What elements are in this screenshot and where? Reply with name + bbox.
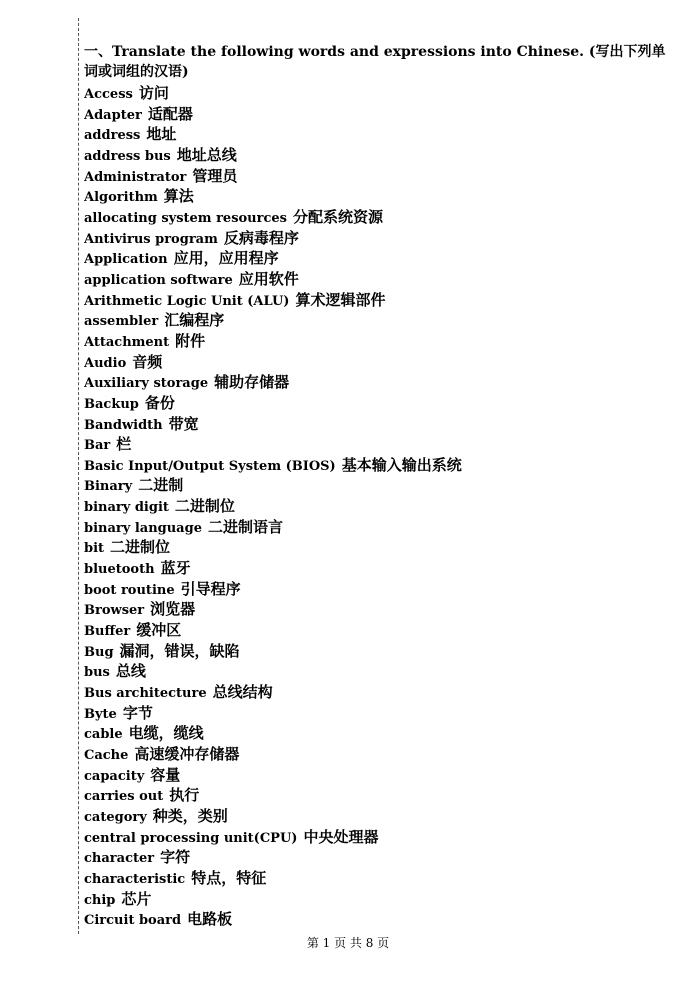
vocabulary-entry xyxy=(84,124,674,145)
section-heading: 一、Translate the following words and expressions into Chinese. (写出下列单词或词组的汉语) xyxy=(84,44,666,80)
chinese-translation: 算法 xyxy=(163,187,194,206)
chinese-translation: 访问 xyxy=(138,84,169,102)
vocabulary-entry xyxy=(84,414,674,435)
english-term: address bus xyxy=(84,148,171,164)
vocabulary-entry xyxy=(84,352,674,373)
chinese-translation: 二进制位 xyxy=(110,538,171,557)
vocabulary-entry xyxy=(84,290,674,311)
english-term: Algorithm xyxy=(84,190,158,206)
chinese-translation: 字节 xyxy=(122,703,153,722)
english-term: chip xyxy=(84,892,116,908)
margin-rule xyxy=(78,18,79,934)
vocabulary-entry xyxy=(84,228,674,249)
chinese-translation: 二进制位 xyxy=(174,497,235,516)
chinese-translation: 算术逻辑部件 xyxy=(295,290,386,309)
chinese-translation: 总线结构 xyxy=(212,683,273,702)
english-term: allocating system resources xyxy=(84,210,287,226)
english-term: binary language xyxy=(84,520,202,536)
chinese-translation: 缓冲区 xyxy=(136,621,182,640)
vocabulary-entry xyxy=(84,847,674,868)
english-term: Administrator xyxy=(84,169,187,185)
chinese-translation: 栏 xyxy=(116,435,132,454)
vocabulary-entry xyxy=(84,372,674,393)
english-term: central processing unit(CPU) xyxy=(84,830,298,846)
vocabulary-entry xyxy=(84,207,674,228)
vocabulary-entry xyxy=(84,868,674,889)
vocabulary-entry xyxy=(84,248,674,269)
english-term: Application xyxy=(84,252,168,268)
english-term: bluetooth xyxy=(84,562,155,578)
vocabulary-entry xyxy=(84,83,674,104)
english-term: boot routine xyxy=(84,582,175,598)
english-term: Bandwidth xyxy=(84,417,163,433)
vocabulary-entry xyxy=(84,269,674,290)
chinese-translation: 蓝牙 xyxy=(160,559,191,578)
vocabulary-entry xyxy=(84,827,674,848)
vocabulary-entry xyxy=(84,723,674,744)
vocabulary-entry xyxy=(84,682,674,703)
vocabulary-entry xyxy=(84,909,674,930)
english-term: Byte xyxy=(84,706,117,722)
chinese-translation: 地址 xyxy=(146,125,177,144)
chinese-translation: 汇编程序 xyxy=(164,311,225,330)
vocabulary-entry xyxy=(84,806,674,827)
english-term: Attachment xyxy=(84,334,170,350)
vocabulary-entry xyxy=(84,620,674,641)
english-term: address xyxy=(84,128,141,144)
vocabulary-entry xyxy=(84,104,674,125)
vocabulary-entry xyxy=(84,455,674,476)
english-term: Auxiliary storage xyxy=(84,376,209,392)
vocabulary-entry xyxy=(84,145,674,166)
chinese-translation: 总线 xyxy=(115,662,146,681)
page-footer: 第 1 页 共 8 页 xyxy=(306,936,390,950)
chinese-translation: 分配系统资源 xyxy=(293,207,384,226)
vocabulary-entry xyxy=(84,434,674,455)
english-term: category xyxy=(84,809,147,825)
vocabulary-entry xyxy=(84,166,674,187)
english-term: bit xyxy=(84,541,105,557)
english-term: cable xyxy=(84,727,123,743)
english-term: Buffer xyxy=(84,624,131,640)
chinese-translation: 浏览器 xyxy=(150,600,196,619)
english-term: Audio xyxy=(84,355,127,371)
english-term: Arithmetic Logic Unit (ALU) xyxy=(84,293,290,309)
english-term: Bus architecture xyxy=(84,686,207,702)
chinese-translation: 中央处理器 xyxy=(303,827,379,846)
english-term: Binary xyxy=(84,479,133,495)
vocabulary-entry xyxy=(84,579,674,600)
english-term: Bar xyxy=(84,438,111,454)
chinese-translation: 特点，特征 xyxy=(191,868,267,887)
english-term: Basic Input/Output System (BIOS) xyxy=(84,458,336,474)
english-term: application software xyxy=(84,272,233,288)
chinese-translation: 字符 xyxy=(160,848,191,867)
vocabulary-list xyxy=(84,83,674,930)
vocabulary-entry xyxy=(84,889,674,910)
vocabulary-entry xyxy=(84,186,674,207)
english-term: Backup xyxy=(84,396,139,412)
english-term: assembler xyxy=(84,314,159,330)
chinese-translation: 芯片 xyxy=(121,889,152,908)
chinese-translation: 容量 xyxy=(150,765,181,784)
vocabulary-entry xyxy=(84,785,674,806)
english-term: Browser xyxy=(84,603,145,619)
english-term: Access xyxy=(84,87,133,102)
vocabulary-entry xyxy=(84,475,674,496)
chinese-translation: 电缆，缆线 xyxy=(128,724,204,743)
chinese-translation: 管理员 xyxy=(192,166,238,185)
english-term: Antivirus program xyxy=(84,231,218,247)
chinese-translation: 备份 xyxy=(144,393,175,412)
vocabulary-entry xyxy=(84,393,674,414)
chinese-translation: 二进制语言 xyxy=(207,517,283,536)
vocabulary-entry xyxy=(84,703,674,724)
vocabulary-entry xyxy=(84,765,674,786)
english-term: characteristic xyxy=(84,871,186,887)
chinese-translation: 附件 xyxy=(175,331,206,350)
english-term: Adapter xyxy=(84,107,142,123)
chinese-translation: 地址总线 xyxy=(176,145,237,164)
chinese-translation: 电路板 xyxy=(187,910,233,929)
vocabulary-entry xyxy=(84,641,674,662)
chinese-translation: 高速缓冲存储器 xyxy=(134,745,240,763)
chinese-translation: 应用软件 xyxy=(238,269,299,288)
english-term: bus xyxy=(84,665,110,681)
chinese-translation: 漏洞，错误，缺陷 xyxy=(119,641,240,660)
vocabulary-entry xyxy=(84,599,674,620)
english-term: carries out xyxy=(84,789,164,805)
english-term: Circuit board xyxy=(84,913,182,929)
english-term: binary digit xyxy=(84,500,169,516)
document-body xyxy=(84,42,674,930)
english-term: Bug xyxy=(84,644,114,660)
vocabulary-entry xyxy=(84,496,674,517)
chinese-translation: 音频 xyxy=(132,352,163,371)
vocabulary-entry xyxy=(84,517,674,538)
chinese-translation: 适配器 xyxy=(147,104,193,123)
vocabulary-entry xyxy=(84,310,674,331)
vocabulary-entry xyxy=(84,744,674,765)
english-term: capacity xyxy=(84,768,145,784)
vocabulary-entry xyxy=(84,558,674,579)
vocabulary-entry xyxy=(84,537,674,558)
english-term: character xyxy=(84,851,155,867)
chinese-translation: 辅助存储器 xyxy=(214,373,290,392)
chinese-translation: 执行 xyxy=(169,786,200,805)
chinese-translation: 二进制 xyxy=(138,476,184,495)
chinese-translation: 基本输入输出系统 xyxy=(341,455,462,474)
english-term: Cache xyxy=(84,748,129,763)
chinese-translation: 引导程序 xyxy=(180,579,241,598)
chinese-translation: 应用，应用程序 xyxy=(173,249,279,268)
chinese-translation: 反病毒程序 xyxy=(223,228,299,247)
vocabulary-entry xyxy=(84,331,674,352)
chinese-translation: 带宽 xyxy=(168,414,199,433)
vocabulary-entry xyxy=(84,661,674,682)
chinese-translation: 种类，类别 xyxy=(152,806,228,825)
